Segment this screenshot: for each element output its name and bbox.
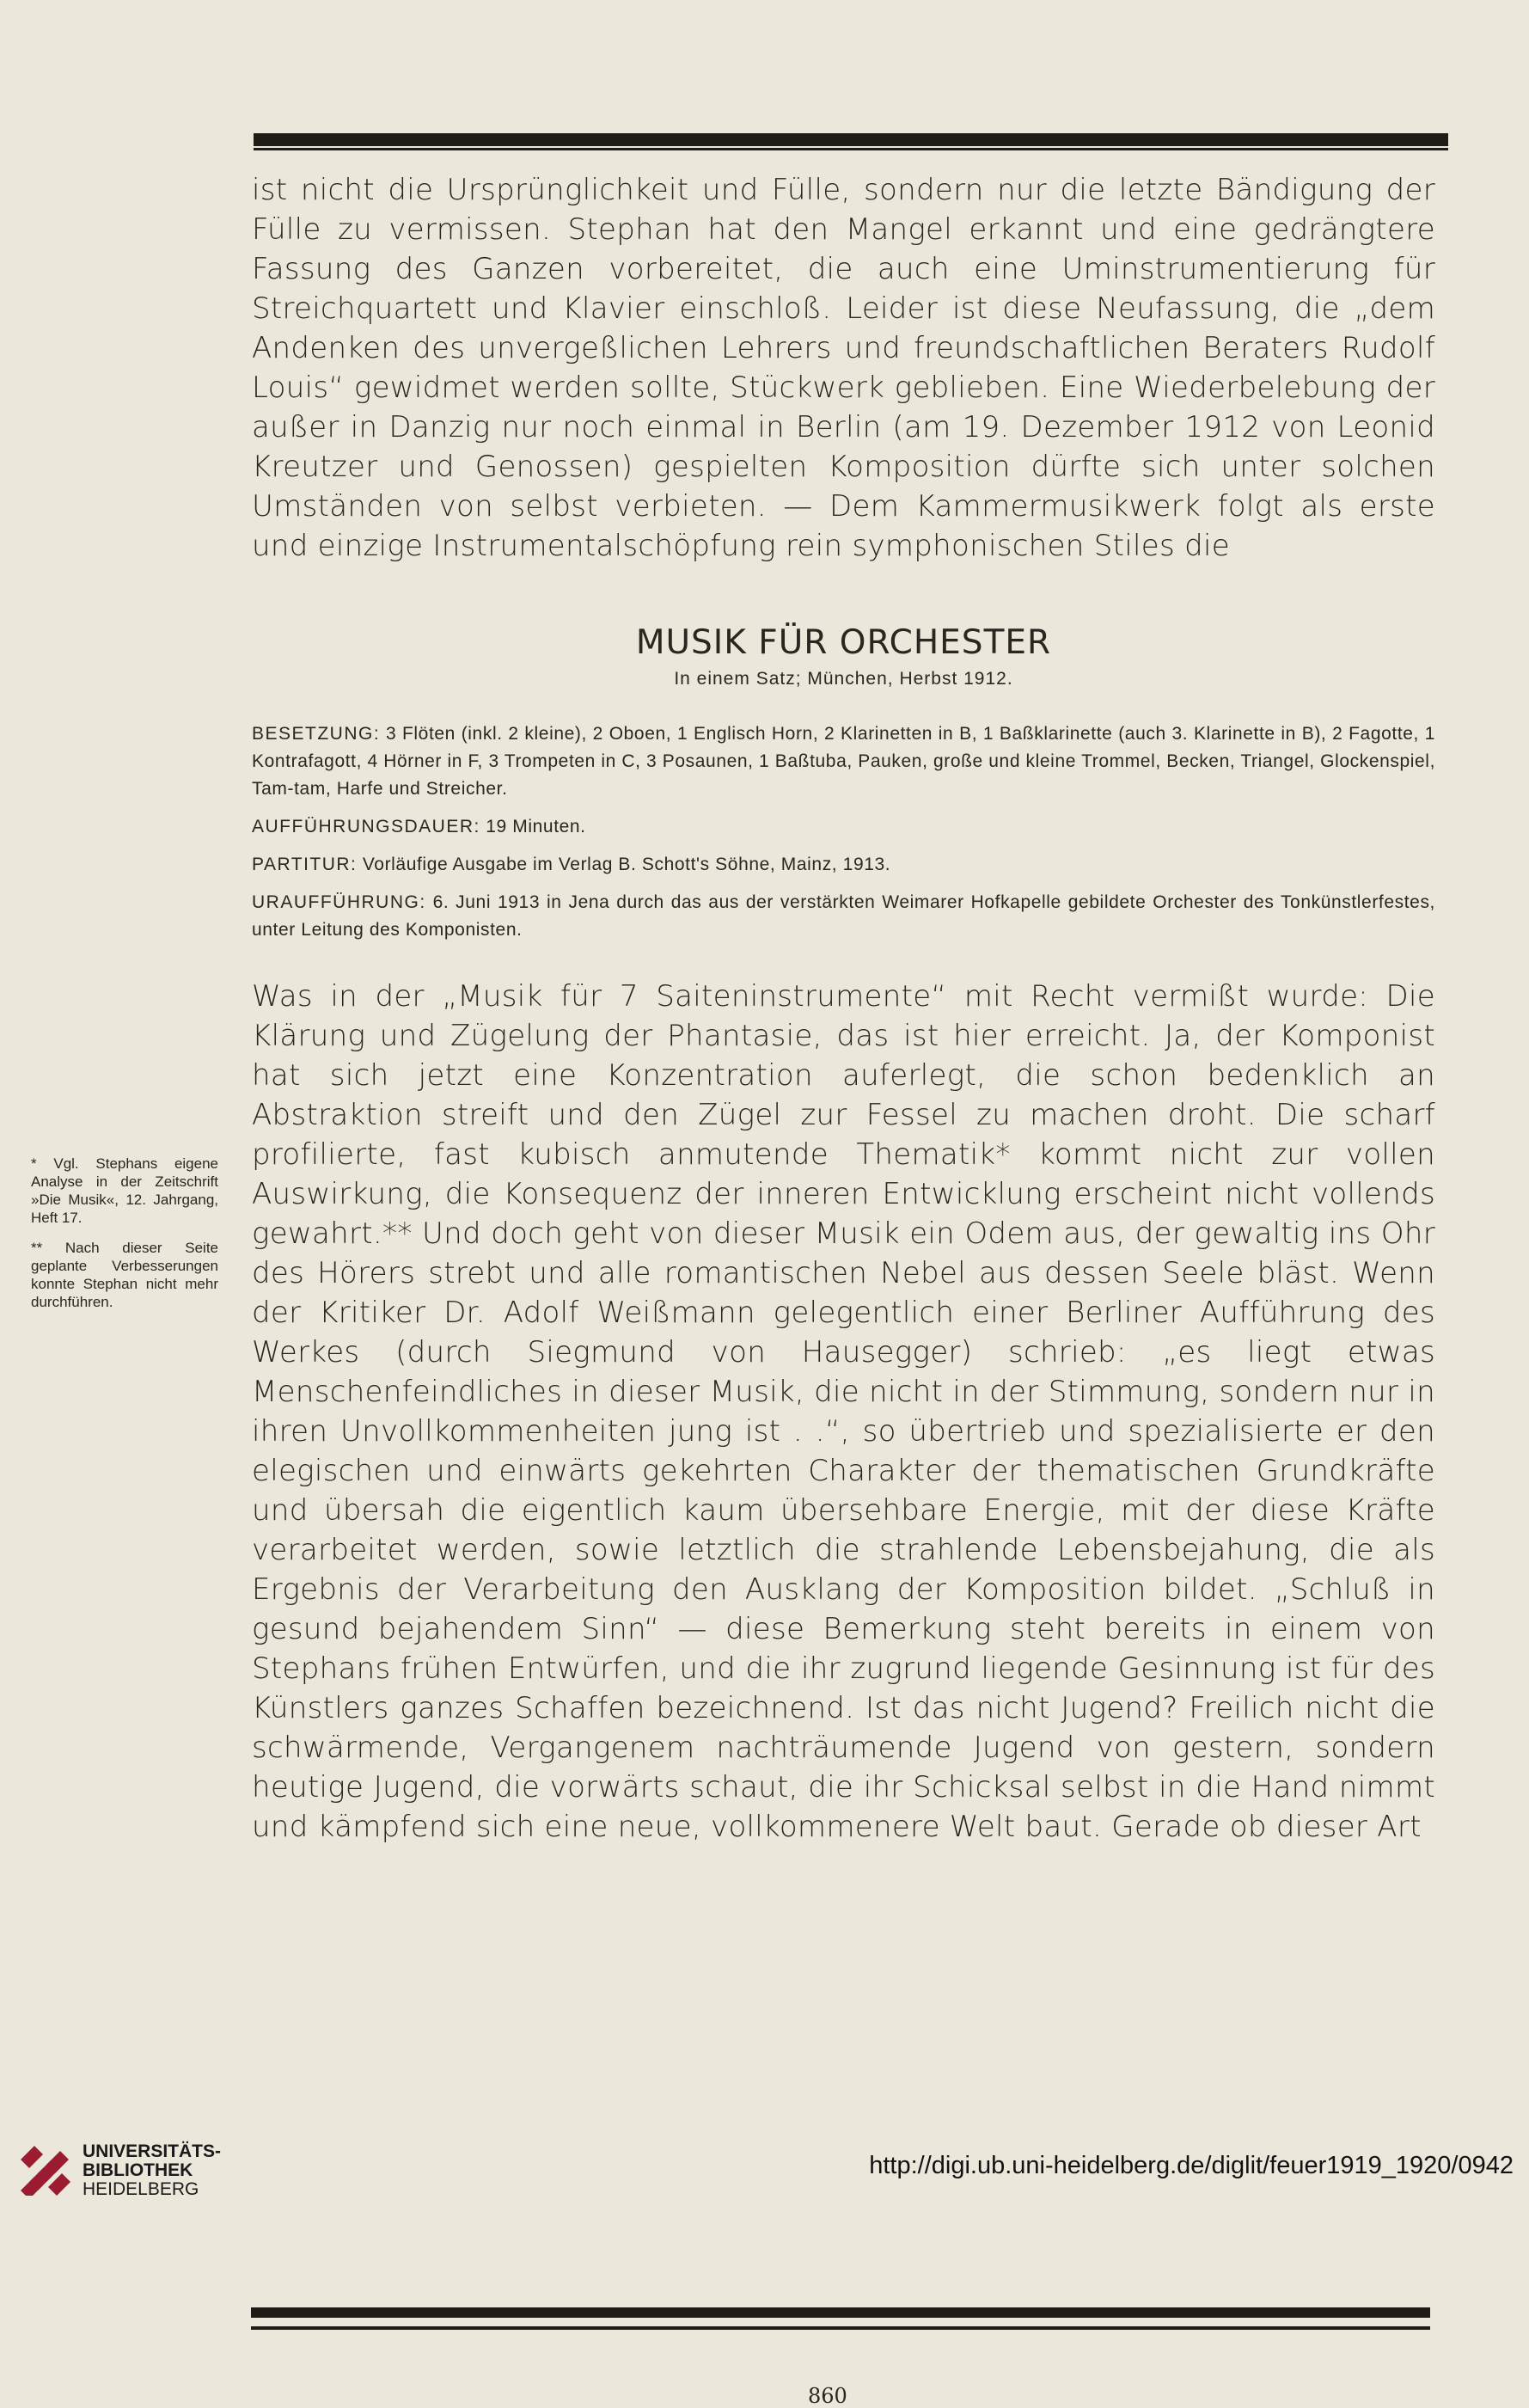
- detail-value: 3 Flöten (inkl. 2 kleine), 2 Oboen, 1 Englisch Horn, 2 Klarinetten in B, 1 Baßklarinette (auch 3. Klarinette in B), 2 Fagotte, 1 Kontrafagott, 4 Hörner in F, 3 Trompeten in C, 3 Posaunen, 1 Baßtuba, Pauken, große und kleine Trommel, Becken, Triangel, Glockenspiel, Tam-tam, Harfe und Streicher.: [252, 724, 1436, 799]
- detail-dauer: [252, 813, 1435, 841]
- detail-label: BESETZUNG:: [252, 724, 381, 744]
- detail-partitur: [252, 851, 1435, 879]
- source-url-link[interactable]: http://digi.ub.uni-heidelberg.de/diglit/feuer1919_1920/0942: [869, 2152, 1514, 2179]
- detail-value: 6. Juni 1913 in Jena durch das aus der verstärkten Weimarer Hofkapelle gebildete Orchester des Tonkünstlerfestes, unter Leitung des Komponisten.: [252, 892, 1435, 940]
- library-name-line2: BIBLIOTHEK: [83, 2160, 193, 2180]
- detail-value: 19 Minuten.: [486, 817, 586, 836]
- section-heading: MUSIK FÜR ORCHESTER: [635, 623, 1052, 662]
- library-name-line1: UNIVERSITÄTS-: [83, 2141, 222, 2161]
- detail-label: PARTITUR:: [252, 855, 358, 874]
- detail-label: AUFFÜHRUNGSDAUER:: [252, 817, 480, 836]
- footnotes: [31, 1155, 218, 1323]
- page-number: 860: [808, 2384, 847, 2408]
- library-name: [83, 2142, 221, 2199]
- section-subheading: In einem Satz; München, Herbst 1912.: [674, 669, 1013, 689]
- detail-value: Vorläufige Ausgabe im Verlag B. Schott's Söhne, Mainz, 1913.: [362, 855, 891, 874]
- body-paragraph-1: [252, 170, 1435, 566]
- detail-urauffuehrung: [252, 889, 1435, 944]
- bottom-rule: [251, 2307, 1430, 2337]
- work-details: [252, 720, 1435, 954]
- footnote-2: ** Nach dieser Seite geplante Verbesserungen konnte Stephan nicht mehr durchführen.: [31, 1240, 218, 1310]
- paragraph-text: ist nicht die Ursprünglichkeit und Fülle, sondern nur die letzte Bändigung der Fülle zu vermissen. Stephan hat den Mangel erkannt und eine gedrängtere Fassung des Ganzen vorbereitet, die auch eine Uminstrumentierung für Streichquartett und Klavier einschloß. Leider ist diese Neufassung, die „dem Andenken des unvergeßlichen Lehrers und freundschaftlichen Beraters Rudolf Louis“ gewidmet werden sollte, Stückwerk geblieben. Eine Wiederbelebung der außer in Danzig nur noch einmal in Berlin (am 19. Dezember 1912 von Leonid Kreutzer und Genossen) gespielten Komposition dürfte sich unter solchen Umständen von selbst verbieten. — Dem Kammermusikwerk folgt als erste und einzige Instrumentalschöpfung rein symphonischen Stiles die: [252, 173, 1435, 563]
- library-logo-icon: [17, 2139, 74, 2196]
- library-name-line3: HEIDELBERG: [83, 2179, 199, 2199]
- body-paragraph-2: [252, 977, 1435, 1847]
- paragraph-text: Was in der „Musik für 7 Saiteninstrumente“ mit Recht vermißt wurde: Die Klärung und Zügelung der Phantasie, das ist hier erreicht. Ja, der Komponist hat sich jetzt eine Konzentration auferlegt, die schon bedenklich an Abstraktion streift und den Zügel zur Fessel zu machen droht. Die scharf profilierte, fast kubisch anmutende Thematik* kommt nicht zur vollen Auswirkung, die Konsequenz der inneren Entwicklung erscheint nicht vollends gewahrt.** Und doch geht von dieser Musik ein Odem aus, der gewaltig ins Ohr des Hörers strebt und alle romantischen Nebel aus dessen Seele bläst. Wenn der Kritiker Dr. Adolf Weißmann gelegentlich einer Berliner Aufführung des Werkes (durch Siegmund von Hausegger) schrieb: „es liegt etwas Menschenfeindliches in dieser Musik, die nicht in der Stimmung, sondern nur in ihren Unvollkommenheiten jung ist . .“, so übertrieb und spezialisierte er den elegischen und einwärts gekehrten Charakter der thematischen Grundkräfte und übersah die eigentlich kaum übersehbare Energie, mit der diese Kräfte verarbeitet werden, sowie letztlich die strahlende Lebensbejahung, die als Ergebnis der Verarbeitung den Ausklang der Komposition bildet. „Schluß in gesund bejahendem Sinn“ — diese Bemerkung steht bereits in einem von Stephans frühen Entwürfen, und die ihr zugrund liegende Gesinnung ist für des Künstlers ganzes Schaffen bezeichnend. Ist das nicht Jugend? Freilich nicht die schwärmende, Vergangenem nachträumende Jugend von gestern, sondern heutige Jugend, die vorwärts schaut, die ihr Schicksal selbst in die Hand nimmt und kämpfend sich eine neue, vollkommenere Welt baut. Gerade ob dieser Art: [252, 979, 1435, 1844]
- top-rule: [254, 133, 1448, 146]
- detail-label: URAUFFÜHRUNG:: [252, 892, 426, 912]
- footnote-1: * Vgl. Stephans eigene Analyse in der Zeitschrift »Die Musik«, 12. Jahrgang, Heft 17.: [31, 1155, 218, 1226]
- detail-besetzung: [252, 720, 1435, 803]
